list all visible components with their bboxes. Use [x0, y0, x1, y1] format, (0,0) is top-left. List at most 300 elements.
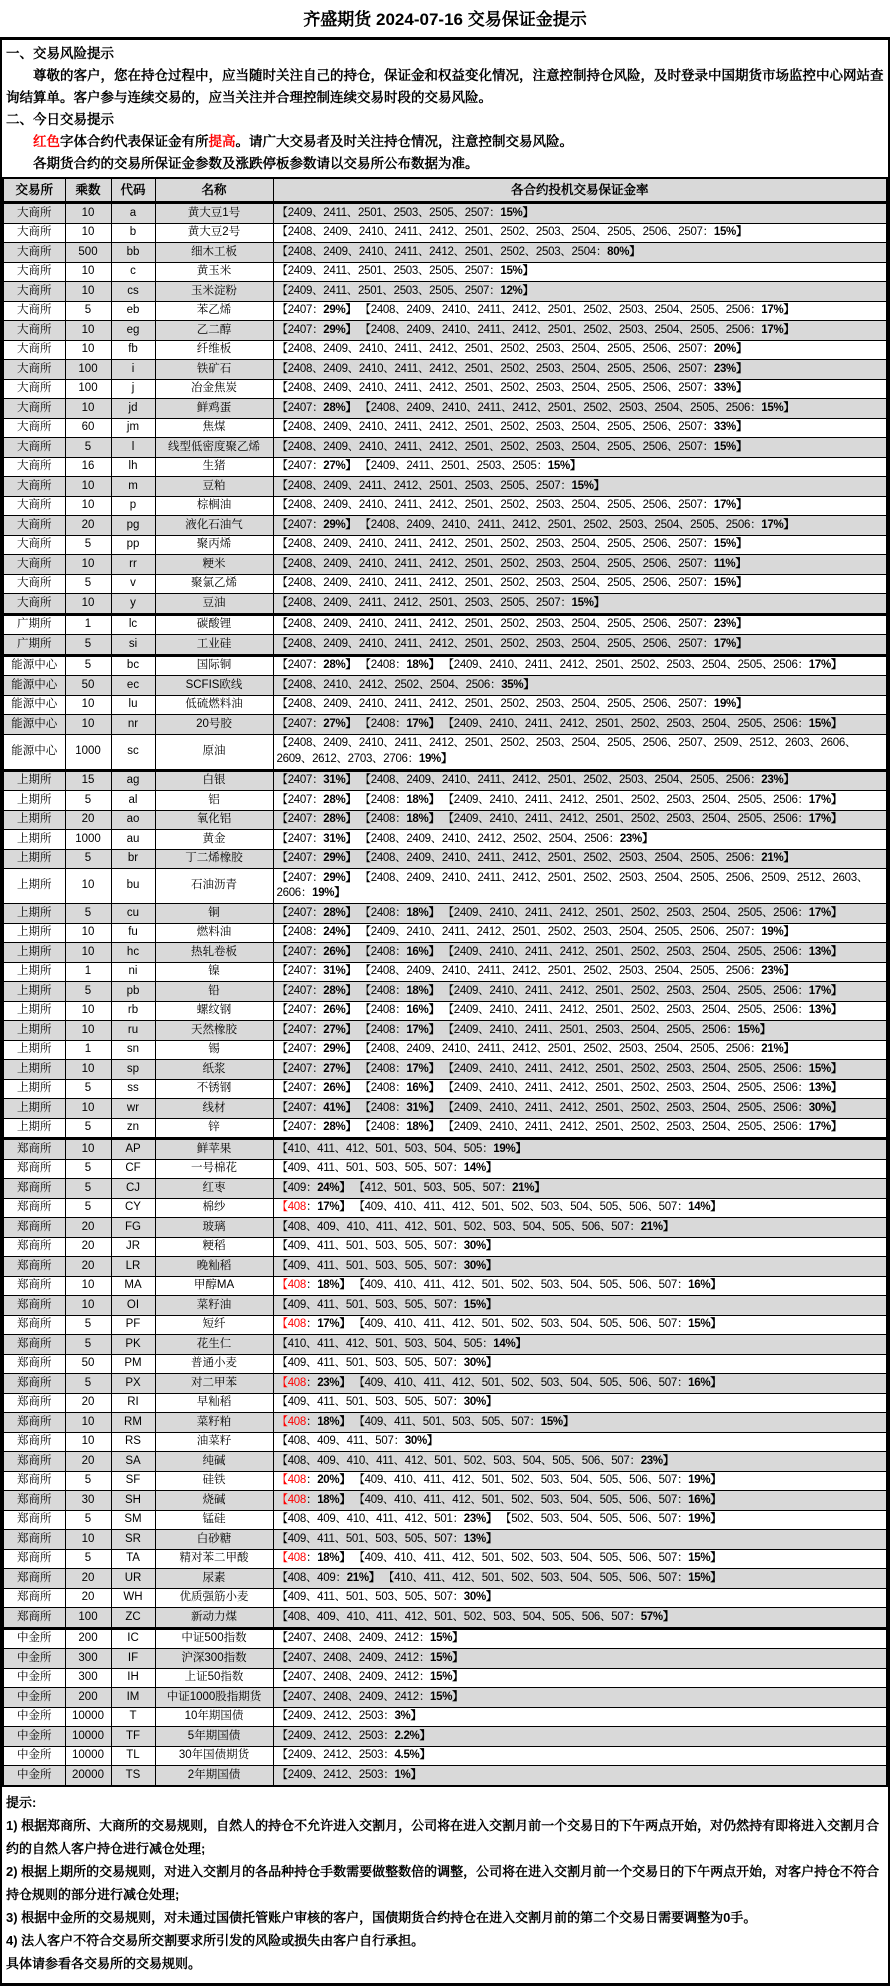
cell-code: SF [111, 1471, 155, 1491]
cell-name: 普通小麦 [155, 1354, 273, 1374]
table-row [3, 1276, 887, 1296]
cell-exchange: 郑商所 [3, 1198, 65, 1218]
cell-exchange: 上期所 [3, 962, 65, 982]
cell-name: 纤维板 [155, 340, 273, 360]
cell-multiplier: 10 [65, 594, 111, 615]
cell-margin-rates: 【2408、2409、2410、2411、2412、2501、2502、2503、2504、2505、2506、2507：33%】 [273, 379, 887, 399]
footer-note-2: 2) 根据上期所的交易规则，对进入交割月的各品种持仓手数需要做整数倍的调整，公司将在进入交割月前一个交易日的下午两点开始，对客户持仓不符合持仓规则的部分进行减仓处理; [6, 1863, 880, 1902]
table-row [3, 477, 887, 497]
cell-code: eb [111, 301, 155, 321]
cell-multiplier: 1 [65, 614, 111, 635]
cell-name: 低硫燃料油 [155, 695, 273, 715]
cell-name: 原油 [155, 734, 273, 770]
cell-multiplier: 16 [65, 457, 111, 477]
cell-code: bu [111, 869, 155, 904]
cell-margin-rates: 【408、409、410、411、412、501：23%】 【502、503、504、505、506、507：19%】 [273, 1510, 887, 1530]
cell-code: WH [111, 1588, 155, 1608]
table-row [3, 1766, 887, 1786]
table-row [3, 301, 887, 321]
cell-margin-rates: 【409、411、501、503、505、507：15%】 [273, 1296, 887, 1316]
cell-code: LR [111, 1257, 155, 1277]
cell-multiplier: 10000 [65, 1727, 111, 1747]
cell-margin-rates: 【2409、2412、2503：3%】 [273, 1707, 887, 1727]
cell-multiplier: 1 [65, 962, 111, 982]
cell-exchange: 大商所 [3, 243, 65, 263]
cell-name: 冶金焦炭 [155, 379, 273, 399]
cell-exchange: 上期所 [3, 904, 65, 924]
cell-name: 锌 [155, 1118, 273, 1139]
cell-code: au [111, 830, 155, 850]
cell-name: 硅铁 [155, 1471, 273, 1491]
cell-code: j [111, 379, 155, 399]
cell-margin-rates: 【409、411、501、503、505、507：13%】 [273, 1530, 887, 1550]
cell-exchange: 中金所 [3, 1746, 65, 1766]
cell-code: pp [111, 535, 155, 555]
table-row [3, 360, 887, 380]
cell-name: 精对苯二甲酸 [155, 1549, 273, 1569]
cell-margin-rates: 【2408、2410、2412、2502、2504、2506：35%】 [273, 676, 887, 696]
cell-multiplier: 10 [65, 555, 111, 575]
cell-multiplier: 20 [65, 1588, 111, 1608]
cell-margin-rates: 【2409、2411、2501、2503、2505、2507：15%】 [273, 262, 887, 282]
cell-exchange: 郑商所 [3, 1452, 65, 1472]
cell-code: TA [111, 1549, 155, 1569]
cell-multiplier: 5 [65, 1374, 111, 1394]
cell-margin-rates: 【409、411、501、503、505、507：30%】 [273, 1354, 887, 1374]
cell-exchange: 大商所 [3, 203, 65, 224]
cell-margin-rates: 【2407：28%】 【2408：18%】 【2409、2410、2411、2412、2501、2502、2503、2504、2505、2506：17%】 [273, 1118, 887, 1139]
table-row [3, 1727, 887, 1747]
cell-multiplier: 100 [65, 379, 111, 399]
cell-exchange: 郑商所 [3, 1354, 65, 1374]
table-row [3, 1237, 887, 1257]
cell-exchange: 上期所 [3, 830, 65, 850]
cell-multiplier: 5 [65, 1549, 111, 1569]
cell-margin-rates: 【409、411、501、503、505、507：30%】 [273, 1393, 887, 1413]
cell-exchange: 大商所 [3, 496, 65, 516]
cell-margin-rates: 【2407：28%】 【2408：18%】 【2409、2410、2411、2412、2501、2502、2503、2504、2505、2506：17%】 [273, 810, 887, 830]
cell-code: br [111, 849, 155, 869]
cell-name: 锰硅 [155, 1510, 273, 1530]
cell-name: 2年期国债 [155, 1766, 273, 1786]
cell-exchange: 大商所 [3, 340, 65, 360]
cell-name: 纸浆 [155, 1060, 273, 1080]
cell-margin-rates: 【408：18%】 【409、410、411、412、501、502、503、504、505、506、507：16%】 [273, 1491, 887, 1511]
cell-margin-rates: 【2407：28%】 【2408：18%】 【2409、2410、2411、2412、2501、2502、2503、2504、2505、2506：17%】 [273, 791, 887, 811]
cell-name: 一号棉花 [155, 1159, 273, 1179]
cell-code: si [111, 635, 155, 656]
cell-multiplier: 10 [65, 923, 111, 943]
cell-exchange: 郑商所 [3, 1413, 65, 1433]
cell-code: sn [111, 1040, 155, 1060]
cell-multiplier: 10 [65, 1139, 111, 1160]
cell-multiplier: 10 [65, 282, 111, 302]
cell-code: ZC [111, 1608, 155, 1629]
table-row [3, 282, 887, 302]
table-row [3, 1099, 887, 1119]
cell-exchange: 大商所 [3, 301, 65, 321]
cell-name: 燃料油 [155, 923, 273, 943]
table-row [3, 923, 887, 943]
cell-margin-rates: 【2408、2409、2410、2411、2412、2501、2502、2503、2504、2505、2506、2507：23%】 [273, 614, 887, 635]
cell-code: bc [111, 655, 155, 676]
cell-exchange: 郑商所 [3, 1510, 65, 1530]
cell-code: CF [111, 1159, 155, 1179]
cell-code: TS [111, 1766, 155, 1786]
cell-name: 纯碱 [155, 1452, 273, 1472]
table-row [3, 1707, 887, 1727]
cell-exchange: 郑商所 [3, 1588, 65, 1608]
cell-exchange: 郑商所 [3, 1296, 65, 1316]
cell-code: UR [111, 1569, 155, 1589]
cell-multiplier: 5 [65, 791, 111, 811]
cell-multiplier: 10 [65, 715, 111, 735]
cell-name: 细木工板 [155, 243, 273, 263]
cell-name: 锡 [155, 1040, 273, 1060]
table-row [3, 810, 887, 830]
cell-code: pg [111, 516, 155, 536]
cell-margin-rates: 【2407：28%】 【2408：18%】 【2409、2410、2411、2412、2501、2502、2503、2504、2505、2506：17%】 [273, 982, 887, 1002]
cell-multiplier: 200 [65, 1628, 111, 1649]
cell-exchange: 大商所 [3, 516, 65, 536]
table-row [3, 594, 887, 615]
cell-name: 5年期国债 [155, 1727, 273, 1747]
cell-exchange: 大商所 [3, 574, 65, 594]
cell-name: 热轧卷板 [155, 943, 273, 963]
cell-multiplier: 10 [65, 477, 111, 497]
table-row [3, 1649, 887, 1669]
cell-exchange: 中金所 [3, 1628, 65, 1649]
section2-line2: 各期货合约的交易所保证金参数及涨跌停板参数请以交易所公布数据为准。 [33, 156, 479, 171]
cell-name: 线型低密度聚乙烯 [155, 438, 273, 458]
cell-multiplier: 10000 [65, 1746, 111, 1766]
margin-rate-table [2, 177, 888, 1787]
cell-margin-rates: 【2407：29%】 【2408、2409、2410、2411、2412、2501、2502、2503、2504、2505、2506：17%】 [273, 301, 887, 321]
page-title: 齐盛期货 2024-07-16 交易保证金提示 [303, 10, 587, 29]
cell-exchange: 郑商所 [3, 1432, 65, 1452]
cell-multiplier: 5 [65, 1118, 111, 1139]
cell-multiplier: 5 [65, 655, 111, 676]
cell-code: PM [111, 1354, 155, 1374]
cell-name: 生猪 [155, 457, 273, 477]
cell-name: 30年国债期货 [155, 1746, 273, 1766]
cell-exchange: 上期所 [3, 943, 65, 963]
cell-name: 氧化铝 [155, 810, 273, 830]
cell-margin-rates: 【2407、2408、2409、2412：15%】 [273, 1668, 887, 1688]
cell-multiplier: 5 [65, 635, 111, 656]
cell-exchange: 大商所 [3, 321, 65, 341]
cell-exchange: 上期所 [3, 1001, 65, 1021]
cell-name: 沪深300指数 [155, 1649, 273, 1669]
col-header-multiplier: 乘数 [65, 178, 111, 203]
cell-margin-rates: 【409：24%】 【412、501、503、505、507：21%】 [273, 1179, 887, 1199]
table-row [3, 535, 887, 555]
cell-code: jm [111, 418, 155, 438]
table-row [3, 399, 887, 419]
cell-multiplier: 5 [65, 1315, 111, 1335]
cell-margin-rates: 【408：18%】 【409、410、411、412、501、502、503、504、505、506、507：16%】 [273, 1276, 887, 1296]
cell-multiplier: 100 [65, 360, 111, 380]
table-row [3, 1668, 887, 1688]
cell-name: 菜籽粕 [155, 1413, 273, 1433]
table-row [3, 635, 887, 656]
cell-multiplier: 5 [65, 301, 111, 321]
table-row [3, 1549, 887, 1569]
table-row [3, 1159, 887, 1179]
cell-multiplier: 10 [65, 399, 111, 419]
table-row [3, 1040, 887, 1060]
cell-multiplier: 5 [65, 1335, 111, 1355]
footer-note-1: 1) 根据郑商所、大商所的交易规则，自然人的持仓不允许进入交割月，公司将在进入交割月前一个交易日的下午两点开始，对仍然持有即将进入交割月合约的自然人客户持仓进行减仓处理; [6, 1817, 880, 1856]
cell-name: 苯乙烯 [155, 301, 273, 321]
cell-exchange: 上期所 [3, 1060, 65, 1080]
cell-exchange: 能源中心 [3, 695, 65, 715]
cell-exchange: 大商所 [3, 555, 65, 575]
col-header-name: 名称 [155, 178, 273, 203]
cell-multiplier: 5 [65, 849, 111, 869]
cell-exchange: 上期所 [3, 849, 65, 869]
cell-code: lu [111, 695, 155, 715]
cell-multiplier: 50 [65, 1354, 111, 1374]
cell-code: lc [111, 614, 155, 635]
table-row [3, 516, 887, 536]
cell-code: a [111, 203, 155, 224]
cell-margin-rates: 【2407：28%】 【2408：18%】 【2409、2410、2411、2412、2501、2502、2503、2504、2505、2506：17%】 [273, 655, 887, 676]
cell-name: 玉米淀粉 [155, 282, 273, 302]
cell-code: RM [111, 1413, 155, 1433]
table-row [3, 904, 887, 924]
cell-exchange: 大商所 [3, 262, 65, 282]
cell-exchange: 郑商所 [3, 1179, 65, 1199]
cell-margin-rates: 【2407：29%】 【2408、2409、2410、2411、2412、2501、2502、2503、2504、2505、2506：21%】 [273, 849, 887, 869]
cell-code: cu [111, 904, 155, 924]
cell-name: 线材 [155, 1099, 273, 1119]
table-row [3, 1432, 887, 1452]
cell-code: l [111, 438, 155, 458]
section1-paragraph: 尊敬的客户，您在持仓过程中，应当随时关注自己的持仓，保证金和权益变化情况，注意控制持仓风险，及时登录中国期货市场监控中心网站查询结算单。客户参与连续交易的，应当关注并合理控制连续交易时段的交易风险。 [6, 68, 884, 105]
cell-margin-rates: 【410、411、412、501、503、504、505：19%】 [273, 1139, 887, 1160]
table-row [3, 1452, 887, 1472]
cell-multiplier: 10 [65, 1001, 111, 1021]
table-row [3, 943, 887, 963]
cell-name: 上证50指数 [155, 1668, 273, 1688]
cell-exchange: 郑商所 [3, 1608, 65, 1629]
cell-code: CJ [111, 1179, 155, 1199]
cell-exchange: 郑商所 [3, 1139, 65, 1160]
cell-code: sp [111, 1060, 155, 1080]
cell-code: SR [111, 1530, 155, 1550]
cell-multiplier: 60 [65, 418, 111, 438]
cell-code: v [111, 574, 155, 594]
cell-margin-rates: 【2407：29%】 【2408、2409、2410、2411、2412、2501、2502、2503、2504、2505、2506、2509、2512、2603、2606：19%】 [273, 869, 887, 904]
cell-multiplier: 50 [65, 676, 111, 696]
cell-multiplier: 5 [65, 1079, 111, 1099]
cell-name: 20号胶 [155, 715, 273, 735]
cell-multiplier: 5 [65, 438, 111, 458]
cell-exchange: 上期所 [3, 1021, 65, 1041]
table-row [3, 1179, 887, 1199]
cell-margin-rates: 【408：18%】 【409、411、501、503、505、507：15%】 [273, 1413, 887, 1433]
red-highlight-word: 提高 [208, 134, 236, 149]
table-row [3, 496, 887, 516]
cell-name: 油菜籽 [155, 1432, 273, 1452]
footer-note-4: 4) 法人客户不符合交易所交割要求所引发的风险或损失由客户自行承担。 [6, 1932, 425, 1948]
cell-exchange: 大商所 [3, 594, 65, 615]
cell-code: y [111, 594, 155, 615]
table-row [3, 1413, 887, 1433]
cell-code: bb [111, 243, 155, 263]
cell-name: SCFIS欧线 [155, 676, 273, 696]
section2-line1-tail: 。请广大交易者及时关注持仓情况，注意控制交易风险。 [235, 134, 573, 149]
cell-exchange: 上期所 [3, 1040, 65, 1060]
cell-margin-rates: 【2407：27%】 【2408：17%】 【2409、2410、2411、2412、2501、2502、2503、2504、2505、2506：15%】 [273, 1060, 887, 1080]
cell-exchange: 中金所 [3, 1668, 65, 1688]
cell-margin-rates: 【2407：31%】 【2408、2409、2410、2411、2412、2501、2502、2503、2504、2505、2506：23%】 [273, 770, 887, 791]
table-row [3, 1315, 887, 1335]
cell-margin-rates: 【408、409、410、411、412、501、502、503、504、505、506、507：21%】 [273, 1218, 887, 1238]
col-header-exchange: 交易所 [3, 178, 65, 203]
cell-code: IM [111, 1688, 155, 1708]
table-row [3, 1588, 887, 1608]
table-row [3, 1021, 887, 1041]
cell-name: 焦煤 [155, 418, 273, 438]
cell-margin-rates: 【2408、2409、2410、2411、2412、2501、2502、2503、2504、2505、2506、2507：17%】 [273, 635, 887, 656]
table-row [3, 1060, 887, 1080]
cell-exchange: 能源中心 [3, 655, 65, 676]
red-highlight-word: 红色 [33, 134, 60, 149]
cell-name: 天然橡胶 [155, 1021, 273, 1041]
cell-multiplier: 10 [65, 1530, 111, 1550]
table-row [3, 418, 887, 438]
cell-exchange: 郑商所 [3, 1393, 65, 1413]
cell-code: fb [111, 340, 155, 360]
cell-exchange: 郑商所 [3, 1530, 65, 1550]
content-area [0, 37, 890, 1986]
cell-code: IH [111, 1668, 155, 1688]
cell-name: 尿素 [155, 1569, 273, 1589]
cell-margin-rates: 【2407：29%】 【2408、2409、2410、2411、2412、2501、2502、2503、2504、2505、2506：17%】 [273, 321, 887, 341]
table-row [3, 379, 887, 399]
cell-name: 甲醇MA [155, 1276, 273, 1296]
cell-exchange: 郑商所 [3, 1471, 65, 1491]
cell-code: nr [111, 715, 155, 735]
table-row [3, 1746, 887, 1766]
cell-name: 烧碱 [155, 1491, 273, 1511]
cell-exchange: 上期所 [3, 869, 65, 904]
table-row [3, 1374, 887, 1394]
section2-heading: 二、今日交易提示 [6, 112, 114, 127]
cell-exchange: 中金所 [3, 1766, 65, 1786]
cell-margin-rates: 【409、411、501、503、505、507：30%】 [273, 1257, 887, 1277]
cell-multiplier: 10 [65, 321, 111, 341]
cell-margin-rates: 【2408、2409、2410、2411、2412、2501、2502、2503、2504、2505、2506、2507：19%】 [273, 695, 887, 715]
cell-multiplier: 20 [65, 810, 111, 830]
cell-code: PX [111, 1374, 155, 1394]
table-row [3, 438, 887, 458]
cell-exchange: 郑商所 [3, 1491, 65, 1511]
table-row [3, 1218, 887, 1238]
cell-multiplier: 10 [65, 1099, 111, 1119]
cell-code: rr [111, 555, 155, 575]
cell-margin-rates: 【2407：31%】 【2408、2409、2410、2411、2412、2501、2502、2503、2504、2505、2506：23%】 [273, 962, 887, 982]
cell-name: 铅 [155, 982, 273, 1002]
cell-multiplier: 20 [65, 516, 111, 536]
cell-code: p [111, 496, 155, 516]
cell-multiplier: 5 [65, 1198, 111, 1218]
cell-exchange: 上期所 [3, 1079, 65, 1099]
cell-margin-rates: 【2408、2409、2410、2411、2412、2501、2502、2503、2504、2505、2506、2507：20%】 [273, 340, 887, 360]
cell-code: ag [111, 770, 155, 791]
table-row [3, 1530, 887, 1550]
table-row [3, 1139, 887, 1160]
cell-exchange: 上期所 [3, 923, 65, 943]
cell-name: 优质强筋小麦 [155, 1588, 273, 1608]
cell-name: 红枣 [155, 1179, 273, 1199]
table-row [3, 223, 887, 243]
cell-multiplier: 10 [65, 496, 111, 516]
cell-exchange: 郑商所 [3, 1374, 65, 1394]
cell-name: 液化石油气 [155, 516, 273, 536]
table-row [3, 849, 887, 869]
cell-exchange: 中金所 [3, 1727, 65, 1747]
cell-exchange: 大商所 [3, 399, 65, 419]
cell-code: rb [111, 1001, 155, 1021]
cell-margin-rates: 【2407：29%】 【2408、2409、2410、2411、2412、2501、2502、2503、2504、2505、2506：17%】 [273, 516, 887, 536]
table-row [3, 555, 887, 575]
cell-margin-rates: 【408：20%】 【409、410、411、412、501、502、503、504、505、506、507：19%】 [273, 1471, 887, 1491]
table-row [3, 574, 887, 594]
table-row [3, 1471, 887, 1491]
cell-multiplier: 10 [65, 1060, 111, 1080]
cell-margin-rates: 【408、409、411、507：30%】 [273, 1432, 887, 1452]
cell-multiplier: 10 [65, 1296, 111, 1316]
cell-exchange: 大商所 [3, 535, 65, 555]
cell-margin-rates: 【2407、2408、2409、2412：15%】 [273, 1649, 887, 1669]
cell-margin-rates: 【2407：29%】 【2408、2409、2410、2411、2412、2501、2502、2503、2504、2505、2506：21%】 [273, 1040, 887, 1060]
cell-name: 碳酸锂 [155, 614, 273, 635]
cell-name: 石油沥青 [155, 869, 273, 904]
cell-code: hc [111, 943, 155, 963]
section1-heading: 一、交易风险提示 [6, 46, 114, 61]
cell-exchange: 大商所 [3, 379, 65, 399]
cell-code: eg [111, 321, 155, 341]
cell-name: 丁二烯橡胶 [155, 849, 273, 869]
cell-margin-rates: 【409、411、501、503、505、507：30%】 [273, 1237, 887, 1257]
cell-margin-rates: 【2407：31%】 【2408、2409、2410、2412、2502、2504、2506：23%】 [273, 830, 887, 850]
cell-margin-rates: 【409、411、501、503、505、507：14%】 [273, 1159, 887, 1179]
cell-name: 豆油 [155, 594, 273, 615]
cell-code: b [111, 223, 155, 243]
table-row [3, 962, 887, 982]
cell-exchange: 郑商所 [3, 1276, 65, 1296]
table-row [3, 770, 887, 791]
table-row [3, 1198, 887, 1218]
cell-multiplier: 200 [65, 1688, 111, 1708]
cell-name: 中证1000股指期货 [155, 1688, 273, 1708]
cell-name: 豆粕 [155, 477, 273, 497]
cell-multiplier: 20 [65, 1218, 111, 1238]
cell-multiplier: 5 [65, 982, 111, 1002]
cell-exchange: 大商所 [3, 223, 65, 243]
cell-exchange: 上期所 [3, 791, 65, 811]
cell-code: cs [111, 282, 155, 302]
table-row [3, 676, 887, 696]
table-row [3, 1510, 887, 1530]
cell-margin-rates: 【2408、2409、2410、2411、2412、2501、2502、2503、2504、2505、2506、2507、2509、2512、2603、2606、2609、2612、2703、2706：19%】 [273, 734, 887, 770]
table-row [3, 655, 887, 676]
table-row [3, 869, 887, 904]
cell-multiplier: 500 [65, 243, 111, 263]
